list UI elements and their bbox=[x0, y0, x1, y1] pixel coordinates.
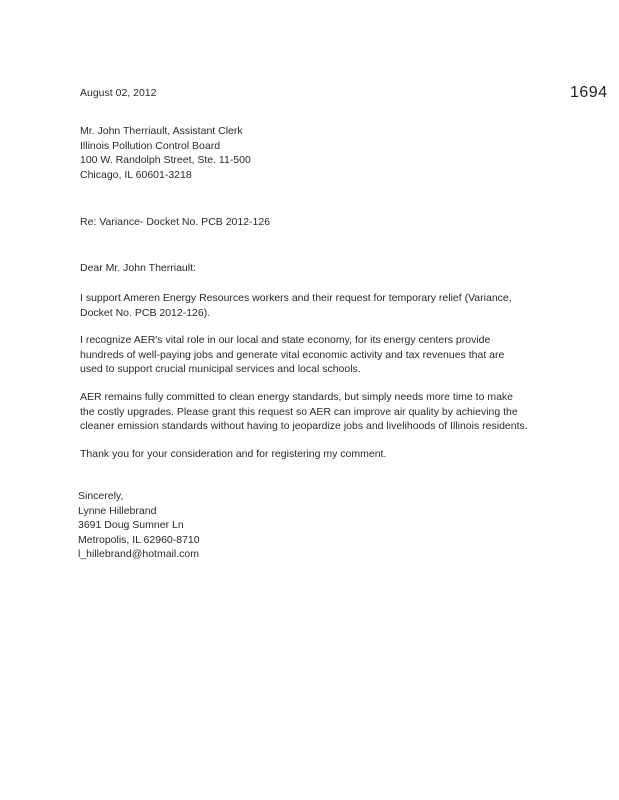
body-paragraph-2 bbox=[80, 333, 504, 377]
letter-date: August 02, 2012 bbox=[80, 87, 157, 99]
address-line: 100 W. Randolph Street, Ste. 11-500 bbox=[80, 154, 251, 166]
paragraph-line: I support Ameren Energy Resources workers and their request for temporary relief (Variance, bbox=[80, 292, 512, 304]
paragraph-line: used to support crucial municipal services and local schools. bbox=[80, 363, 361, 375]
paragraph-line: Thank you for your consideration and for registering my comment. bbox=[80, 448, 387, 460]
paragraph-line: the costly upgrades. Please grant this request so AER can improve air quality by achieving the bbox=[80, 405, 518, 418]
paragraph-line: I recognize AER's vital role in our local and state economy, for its energy centers provide bbox=[80, 334, 491, 346]
recipient-address bbox=[80, 124, 251, 182]
salutation: Dear Mr. John Therriault: bbox=[80, 262, 196, 274]
signature-block bbox=[78, 489, 200, 562]
closing-line: Sincerely, bbox=[78, 490, 124, 502]
subject-line: Re: Variance- Docket No. PCB 2012-126 bbox=[80, 216, 271, 228]
signer-name: Lynne Hillebrand bbox=[78, 504, 157, 517]
signer-email: l_hillebrand@hotmail.com bbox=[78, 548, 199, 560]
page-number: 1694 bbox=[570, 84, 608, 101]
body-paragraph-3 bbox=[80, 390, 528, 434]
address-line: Mr. John Therriault, Assistant Clerk bbox=[80, 125, 243, 137]
signer-city: Metropolis, IL 62960-8710 bbox=[78, 533, 200, 546]
paragraph-line: AER remains fully committed to clean energy standards, but simply needs more time to make bbox=[80, 391, 514, 403]
paragraph-line: Docket No. PCB 2012-126). bbox=[80, 306, 211, 319]
address-line: Illinois Pollution Control Board bbox=[80, 139, 221, 152]
address-line: Chicago, IL 60601-3218 bbox=[80, 168, 192, 181]
body-paragraph-1 bbox=[80, 291, 512, 320]
signer-street: 3691 Doug Sumner Ln bbox=[78, 519, 184, 531]
paragraph-line: cleaner emission standards without having to jeopardize jobs and livelihoods of Illinois residents. bbox=[80, 420, 528, 432]
body-paragraph-4 bbox=[80, 447, 386, 462]
paragraph-line: hundreds of well-paying jobs and generate vital economic activity and tax revenues that are bbox=[80, 348, 505, 361]
